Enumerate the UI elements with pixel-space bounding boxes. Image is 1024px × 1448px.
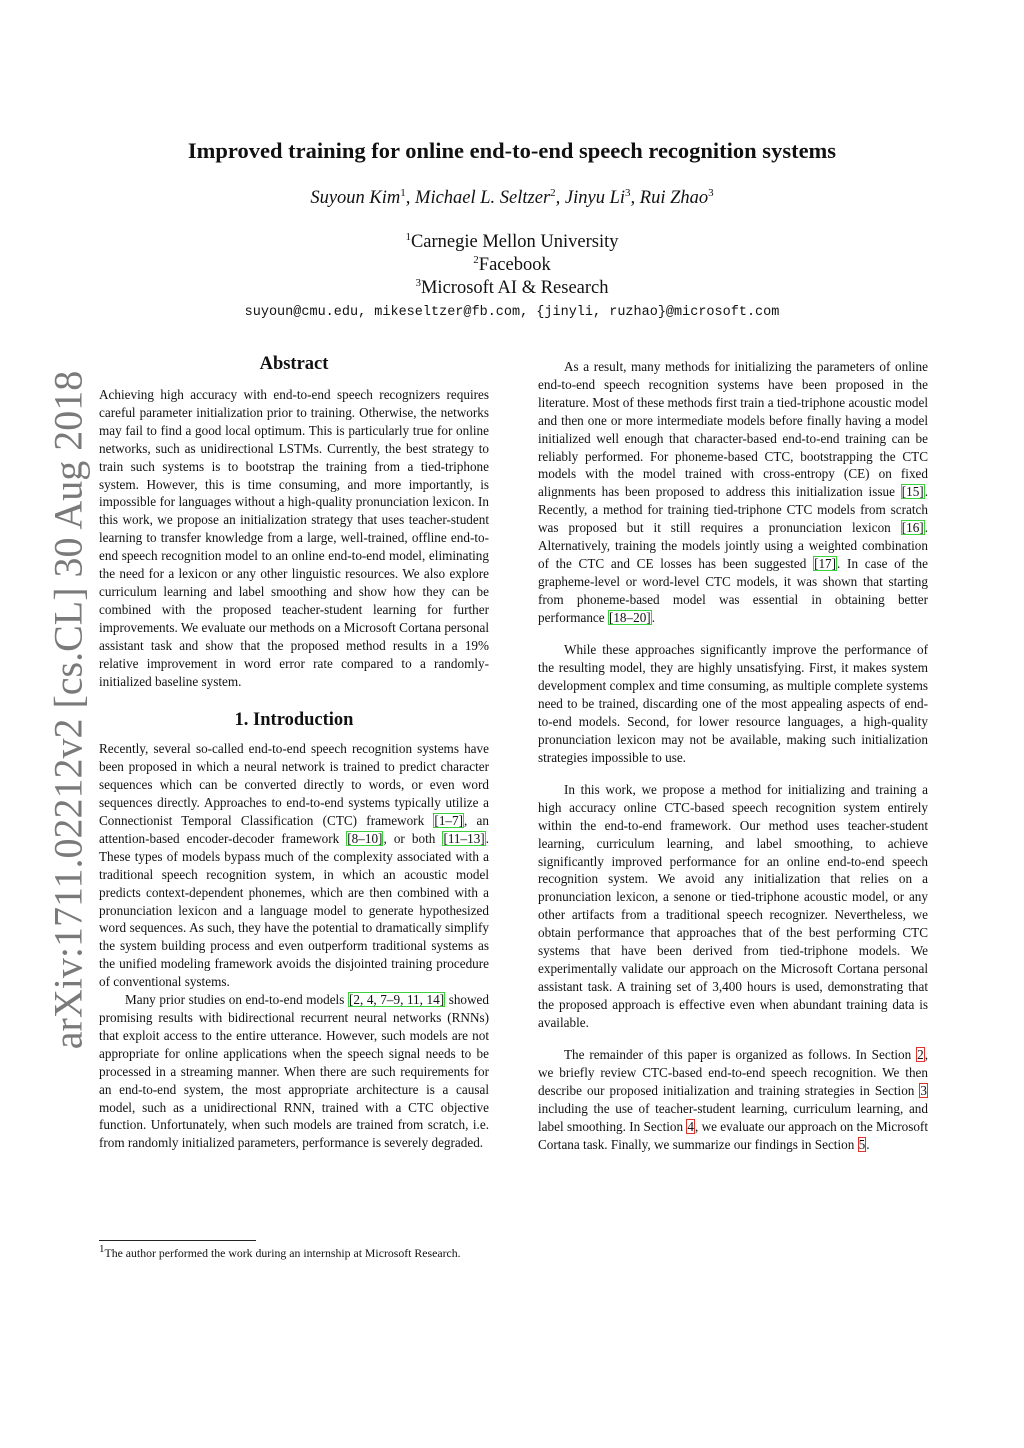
citation-link[interactable]: [18–20] — [608, 609, 651, 625]
author-list: Suyoun Kim$^1$, Michael L. Seltzer$^2$, Jinyu Li$^3$, Rui Zhao$^3$ — [310, 186, 714, 208]
footnote-mark: 1 — [99, 1243, 105, 1256]
citation-link[interactable]: [8–10] — [347, 830, 383, 846]
footnote-rule — [99, 1240, 256, 1241]
citation-link[interactable]: [11–13] — [443, 830, 485, 846]
citation-link[interactable]: [17] — [814, 555, 837, 571]
affiliation-line — [0, 277, 1024, 300]
affiliation-mark: 1 — [405, 230, 411, 243]
author-affiliation-mark: 1 — [400, 186, 406, 199]
affiliation-line — [0, 231, 1024, 254]
citation-link[interactable]: [15] — [901, 484, 924, 500]
affiliation-list — [0, 231, 1024, 300]
intro-paragraph-6: The remainder of this paper is organized as follows. In Section 2, we briefly review CTC-based end-to-end speech recognition. We then describe our proposed initialization and training strategies in Section 3 including the use of teacher-student learning, curriculum learning, and label smoothing. In Section 4, we evaluate our approach on the Microsoft Cortana task. Finally, we summarize our findings in Section 5. — [538, 1047, 928, 1152]
paper-title: Improved training for online end-to-end speech recognition systems — [187, 138, 837, 163]
intro-paragraph-1: Recently, several so-called end-to-end speech recognition systems have been proposed in which a neural network is trained to predict character sequences which can be converted directly to words, or even word sequences directly. Approaches to end-to-end systems typically utilize a Connectionist Temporal Classification (CTC) framework [1–7], an attention-based encoder-decoder framework [8–10], or both [11–13]. These types of models bypass much of the complexity associated with a traditional speech recognition system, in which an acoustic model predicts context-dependent phonemes, which are then combined with a pronunciation lexicon and a language model to generate hypothesized word sequences. As such, they have the potential to dramatically simplify the system building process and even outperform traditional systems as the unified modeling framework avoids the disjointed training procedure of conventional systems. — [99, 741, 489, 990]
author-name: Rui Zhao — [639, 188, 709, 208]
footnote — [99, 1240, 489, 1262]
section-reference-link[interactable]: 4 — [687, 1118, 694, 1134]
author-affiliation-mark: 3 — [625, 186, 631, 199]
introduction-heading: 1. Introduction — [234, 710, 354, 731]
intro-paragraph-3: As a result, many methods for initializing the parameters of online end-to-end speech recognition systems have been proposed in the literature. Most of these methods first train a tied-triphone acoustic model and then one or more intermediate models before finally having a model initialized well enough that character-based end-to-end training can be reliably performed. For phoneme-based CTC, bootstrapping the CTC models with the model trained with cross-entropy (CE) on fixed alignments has been proposed to address this initialization issue [15]. Recently, a method for training tied-triphone CTC models from scratch was proposed but it still requires a pronunciation lexicon [16]. Alternatively, training the models jointly using a weighted combination of the CTC and CE losses has been suggested [17]. In case of the grapheme-level or word-level CTC models, it was shown that starting from phoneme-based model was essential in obtaining better performance [18–20]. — [538, 359, 928, 625]
abstract-heading: Abstract — [259, 354, 329, 374]
author-name: Jinyu Li — [564, 188, 626, 208]
right-column — [538, 358, 928, 1154]
citation-link[interactable]: [16] — [901, 520, 924, 536]
affiliation-name: Carnegie Mellon University — [410, 232, 619, 252]
affiliation-mark: 3 — [415, 276, 421, 289]
intro-paragraph-5: In this work, we propose a method for initializing and training a high accuracy online CTC-based speech recognition system entirely within the end-to-end framework. Our method uses teacher-student learning, curriculum learning, and label smoothing, to achieve significantly improved performance for an online end-to-end speech recognition system. We avoid any initialization that relies on a pronunciation lexicon, a senone or tied-triphone acoustic model, or any other artifacts from a traditional speech recognizer. Nevertheless, we obtain performance that approaches that of the best performing CTC systems that have been derived from tied-triphone models. We experimentally validate our approach on the Microsoft Cortana personal assistant task. A training set of 3,400 hours is used, demonstrating that the proposed approach is effective even when abundant training data is available. — [538, 781, 928, 1030]
author-name: Suyoun Kim — [310, 188, 401, 208]
footnote-text: $^1$The author performed the work during an internship at Microsoft Research. — [99, 1243, 461, 1260]
abstract-text: Achieving high accuracy with end-to-end speech recognizers requires careful parameter initialization prior to training. Otherwise, the networks may fail to find a good local optimum. This is particularly true for online networks, such as unidirectional LSTMs. Currently, the best strategy to train such systems is to bootstrap the training from a tied-triphone system. However, this is time consuming, and more importantly, is impossible for languages without a high-quality pronunciation lexicon. In this work, we propose an initialization strategy that uses teacher-student learning to transfer knowledge from a large, well-trained, offline end-to-end speech recognition model to an online end-to-end model, eliminating the need for a lexicon or any other linguistic resources. We also explore curriculum learning and label smoothing and show how they can be combined with the proposed teacher-student learning for further improvements. We evaluate our methods on a Microsoft Cortana personal assistant task and show that the proposed method results in a 19% relative improvement in word error rate compared to a randomly-initialized baseline system. — [99, 387, 489, 689]
affiliation-name: Facebook — [478, 255, 551, 275]
author-affiliation-mark: 2 — [550, 186, 556, 199]
affiliation-name: Microsoft AI & Research — [420, 278, 609, 298]
section-reference-link[interactable]: 5 — [858, 1136, 866, 1152]
intro-paragraph-4: While these approaches significantly improve the performance of the resulting model, they are highly unsatisfying. First, it makes system development complex and time consuming, as multiple complete systems need to be trained, discarding one of the most appealing aspects of end-to-end models. Second, for lower resource languages, a high-quality pronunciation lexicon may not be available, making such initialization strategies impossible to use. — [538, 642, 928, 765]
author-name: Michael L. Seltzer — [415, 188, 551, 208]
citation-link[interactable]: [1–7] — [434, 813, 463, 829]
section-reference-link[interactable]: 3 — [920, 1082, 927, 1098]
left-column — [99, 352, 489, 1152]
intro-paragraph-2: Many prior studies on end-to-end models [2, 4, 7–9, 11, 14] showed promising results with bidirectional recurrent neural networks (RNNs) that exploit access to the entire utterance. However, such models are not appropriate for online applications when the speech signal needs to be processed in a streaming manner. When there are such requirements for an end-to-end system, the most appropriate architecture is a causal model, such as a unidirectional RNN, trained with a CTC objective function. Unfortunately, when such models are trained from scratch, i.e. from randomly initialized parameters, performance is severely degraded. — [99, 992, 489, 1151]
arxiv-identifier-stamp: arXiv:1711.02212v2 [cs.CL] 30 Aug 2018 — [45, 370, 91, 1050]
affiliation-mark: 2 — [473, 253, 479, 266]
affiliation-line — [0, 254, 1024, 277]
author-emails: suyoun@cmu.edu, mikeseltzer@fb.com, {jinyli, ruzhao}@microsoft.com — [244, 305, 780, 320]
citation-link[interactable]: [2, 4, 7–9, 11, 14] — [348, 992, 445, 1008]
section-reference-link[interactable]: 2 — [917, 1047, 924, 1063]
author-affiliation-mark: 3 — [708, 186, 714, 199]
